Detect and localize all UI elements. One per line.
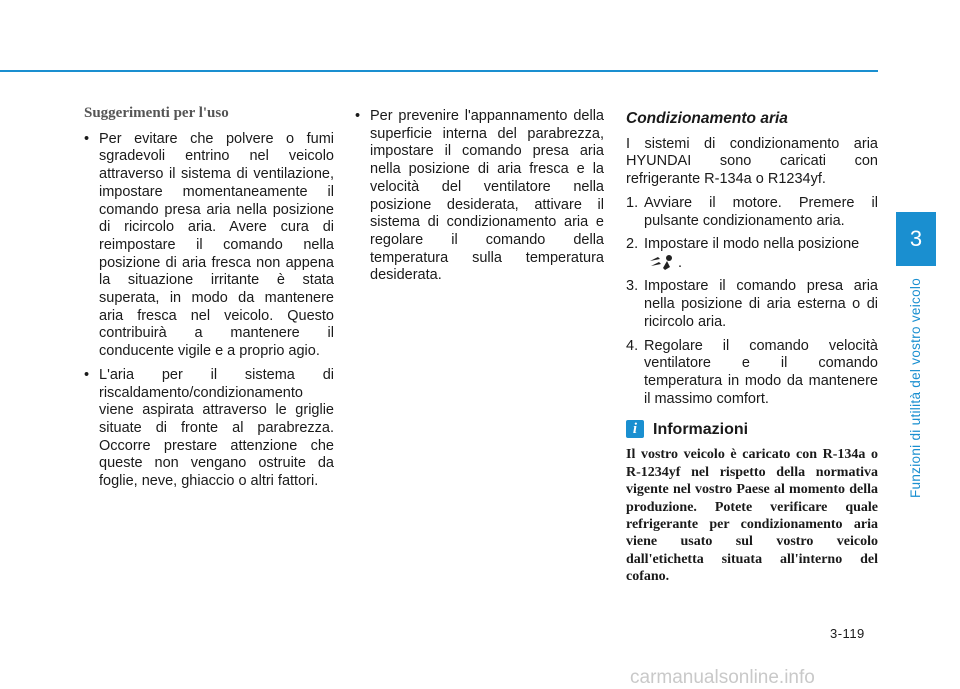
step-text: Regolare il comando velocità ventilatore e il comando temperatura in modo da mantenere il massimo comfort.	[644, 337, 878, 407]
info-title: Informazioni	[653, 420, 749, 438]
tips-list	[84, 131, 334, 491]
ac-step	[626, 236, 878, 272]
ac-step	[626, 278, 878, 331]
ac-step	[626, 338, 878, 409]
column-right	[626, 110, 878, 586]
ac-step	[626, 195, 878, 230]
chapter-tab	[896, 212, 936, 266]
step-text-suffix: .	[678, 254, 683, 271]
chapter-side-label	[908, 277, 924, 514]
step-number: 3.	[626, 278, 639, 295]
tip-item: • Per prevenire l'appannamento della superficie interna del parabrezza, impostare il comando presa aria nella posizione di aria fresca e la velocità del ventilatore nella posizione desiderata, attivare il sistema di condizionamento aria e regolare il comando della temperatura sulla temperatura desiderata.	[355, 108, 604, 285]
chapter-number: 3	[909, 226, 923, 251]
step-text: Impostare il modo nella posizione	[644, 236, 860, 253]
watermark: carmanualsonline.info	[630, 667, 815, 688]
info-body: Il vostro veicolo è caricato con R-134a o R-1234yf nel rispetto della normativa vigente nel vostro Paese al momento della produzione. Potete verificare quale refrigerante per condizionamento aria viene usato sul vostro veicolo dall'etichetta situata all'interno del cofano.	[626, 447, 878, 585]
ac-heading: Condizionamento aria	[626, 110, 788, 127]
header-rule	[0, 70, 878, 72]
info-icon: i	[626, 420, 644, 438]
face-vent-mode-icon	[648, 254, 674, 272]
info-header	[626, 420, 878, 438]
chapter-title: Funzioni di utilità del vostro veicolo	[908, 277, 923, 498]
tips-heading: Suggerimenti per l'uso	[84, 105, 229, 121]
tips-list-continued	[355, 108, 604, 285]
tip-item: • Per evitare che polvere o fumi sgradevoli entrino nel veicolo attraverso il sistema di ventilazione, impostare momentaneamente il comando presa aria nella posizione di ricircolo aria. Avere cura di reimpostare il comando nella posizione di aria fresca non appena la situazione irritante è stata superata, in modo da mantenere aria fresca nel veicolo. Questo contribuirà a mantenere il conducente vigile e a proprio agio.	[84, 131, 334, 361]
ac-steps	[626, 195, 878, 409]
column-left	[84, 105, 334, 497]
column-middle	[355, 108, 604, 291]
page-number: 3-119	[830, 626, 865, 641]
tip-item: • L'aria per il sistema di riscaldamento/condizionamento viene aspirata attraverso le griglie situate di fronte al parabrezza. Occorre prestare attenzione che queste non vengano ostruite da foglie, neve, ghiaccio o altri fattori.	[84, 367, 334, 491]
step-text: Impostare il comando presa aria nella posizione di aria esterna o di ricircolo aria.	[644, 278, 878, 330]
step-number: 4.	[626, 337, 639, 354]
step-text: Avviare il motore. Premere il pulsante condizionamento aria.	[644, 194, 878, 229]
step-number: 1.	[626, 194, 639, 211]
step-number: 2.	[626, 236, 639, 253]
ac-intro: I sistemi di condizionamento aria HYUNDAI sono caricati con refrigerante R-134a o R1234yf.	[626, 135, 878, 188]
